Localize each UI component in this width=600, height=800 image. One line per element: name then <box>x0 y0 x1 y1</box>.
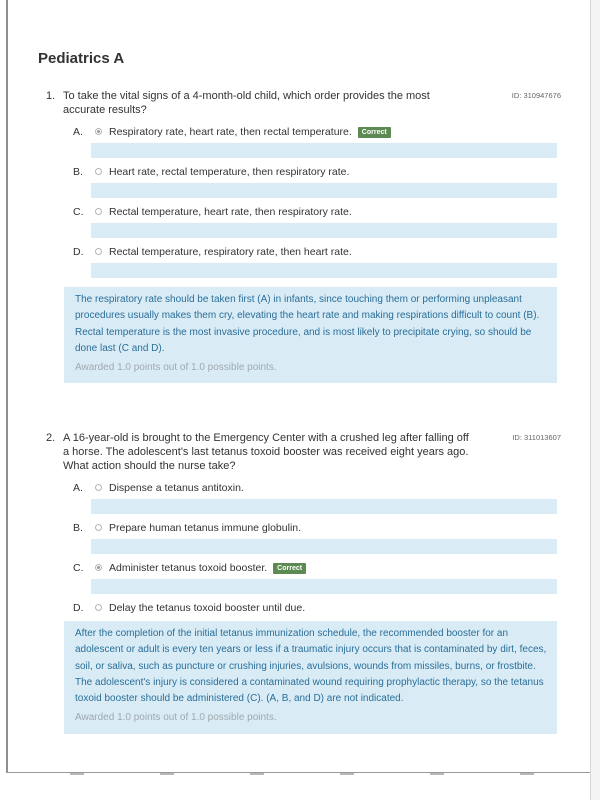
option-text: Rectal temperature, heart rate, then respiratory rate. <box>109 206 352 218</box>
radio-button[interactable] <box>95 484 102 491</box>
page-left-edge <box>6 0 8 772</box>
option-text <box>109 562 306 574</box>
radio-button[interactable] <box>95 604 102 611</box>
option-a[interactable] <box>73 479 561 499</box>
option-c[interactable] <box>73 559 561 579</box>
radio-button[interactable] <box>95 524 102 531</box>
feedback-bar <box>91 539 557 554</box>
option-text <box>109 126 391 138</box>
feedback-bar <box>91 263 557 278</box>
option-text: Delay the tetanus toxoid booster until due. <box>109 602 306 614</box>
question-header <box>46 89 561 117</box>
option-letter: B. <box>73 166 83 178</box>
option-letter: D. <box>73 602 84 614</box>
explanation-text: After the completion of the initial tetanus immunization schedule, the recommended booster for an adolescent or adult is every ten years or less if a traumatic injury occurs that is contaminated by dirt, feces, soil, or saliva, such as puncture or crushing injuries, avulsions, wounds from missiles, burns, or frostbite. The adolescent's injury is considered a contaminated wound requiring prophylactic therapy, so the tetanus toxoid booster should be administered (C). (A, B, and D) are not indicated. <box>75 628 547 705</box>
awarded-points: Awarded 1.0 points out of 1.0 possible points. <box>75 362 277 374</box>
question-2 <box>46 431 561 734</box>
awarded-points: Awarded 1.0 points out of 1.0 possible points. <box>75 712 277 724</box>
radio-button[interactable] <box>95 208 102 215</box>
option-letter: A. <box>73 126 83 138</box>
option-text: Rectal temperature, respiratory rate, then heart rate. <box>109 246 352 258</box>
option-letter: B. <box>73 522 83 534</box>
feedback-bar <box>91 499 557 514</box>
option-letter: D. <box>73 246 84 258</box>
option-b[interactable] <box>73 163 561 183</box>
question-text: To take the vital signs of a 4-month-old child, which order provides the most accurate results? <box>63 90 430 116</box>
option-label: Administer tetanus toxoid booster. <box>109 562 268 574</box>
question-header <box>46 431 561 473</box>
feedback-bar <box>91 579 557 594</box>
feedback-bar <box>91 143 557 158</box>
radio-button-selected[interactable] <box>95 564 102 571</box>
correct-badge: Correct <box>358 127 391 138</box>
radio-button[interactable] <box>95 168 102 175</box>
page-right-margin <box>590 0 600 800</box>
explanation-text: The respiratory rate should be taken first (A) in infants, since touching them or performing unpleasant procedures usually makes them cry, elevating the heart rate and making respirations difficult to count (B). Rectal temperature is the most invasive procedure, and is most likely to precipitate crying, so should be done last (C and D). <box>75 294 540 354</box>
option-letter: C. <box>73 206 84 218</box>
option-a[interactable] <box>73 123 561 143</box>
option-c[interactable] <box>73 203 561 223</box>
feedback-bar <box>91 183 557 198</box>
option-letter: C. <box>73 562 84 574</box>
option-d[interactable] <box>73 243 561 263</box>
option-d[interactable] <box>73 599 561 619</box>
question-number: 1. <box>46 90 56 102</box>
explanation-box <box>64 287 557 383</box>
page-title: Pediatrics A <box>38 50 125 67</box>
explanation-box <box>64 621 557 734</box>
option-text: Prepare human tetanus immune globulin. <box>109 522 302 534</box>
page-bottom-ticks <box>0 773 600 777</box>
option-letter: A. <box>73 482 83 494</box>
option-b[interactable] <box>73 519 561 539</box>
option-text: Dispense a tetanus antitoxin. <box>109 482 244 494</box>
question-id: ID: 311013607 <box>512 433 561 442</box>
radio-button[interactable] <box>95 248 102 255</box>
option-text: Heart rate, rectal temperature, then respiratory rate. <box>109 166 350 178</box>
correct-badge: Correct <box>273 563 306 574</box>
feedback-bar <box>91 223 557 238</box>
question-text: A 16-year-old is brought to the Emergency Center with a crushed leg after falling off a horse. The adolescent's last tetanus toxoid booster was received eight years ago. What action should the nurse take? <box>63 432 469 472</box>
question-1 <box>46 89 561 383</box>
option-label: Respiratory rate, heart rate, then rectal temperature. <box>109 126 352 138</box>
question-number: 2. <box>46 432 56 444</box>
radio-button-selected[interactable] <box>95 128 102 135</box>
question-id: ID: 310947676 <box>511 91 561 100</box>
